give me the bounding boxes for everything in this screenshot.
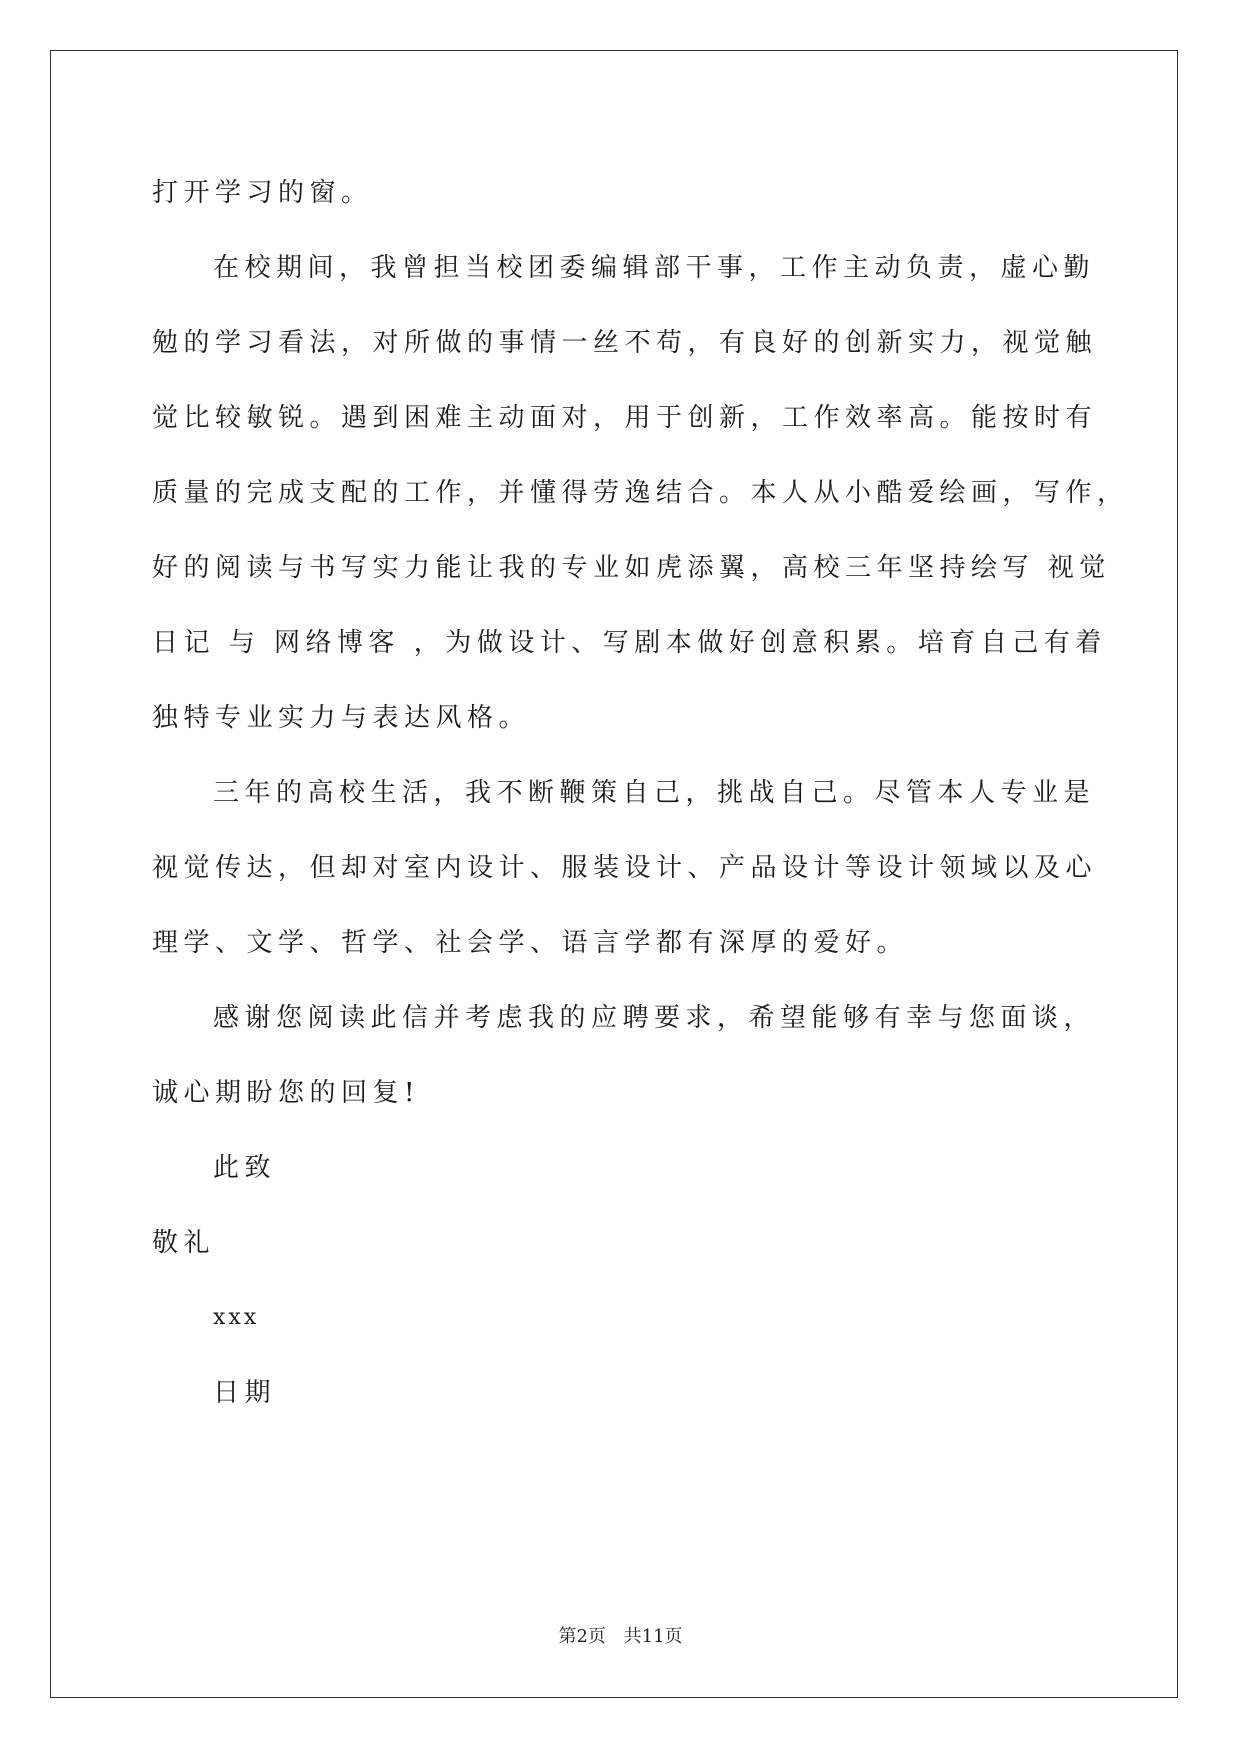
letter-line: 三年的高校生活，我不断鞭策自己，挑战自己。尽管本人专业是 [213, 778, 1096, 808]
page-footer [0, 1622, 1241, 1648]
letter-line: 理学、文学、哲学、社会学、语言学都有深厚的爱好。 [152, 928, 909, 958]
letter-line: 感谢您阅读此信并考虑我的应聘要求，希望能够有幸与您面谈， [213, 1003, 1096, 1033]
page-number: 第2页 [558, 1626, 606, 1647]
letter-line: 在校期间，我曾担当校团委编辑部干事，工作主动负责，虚心勤 [213, 253, 1096, 283]
letter-line: 质量的完成支配的工作，并懂得劳逸结合。本人从小酷爱绘画，写作， [152, 478, 1129, 508]
letter-line: 好的阅读与书写实力能让我的专业如虎添翼，高校三年坚持绘写 视觉 [152, 553, 1111, 583]
letter-line: 视觉传达，但却对室内设计、服装设计、产品设计等设计领域以及心 [152, 853, 1098, 883]
letter-line: 日记 与 网络博客 ，为做设计、写剧本做好创意积累。培育自己有着 [152, 628, 1107, 658]
letter-line: 诚心期盼您的回复! [152, 1078, 420, 1108]
closing-line: 此致 [213, 1153, 277, 1183]
letter-line: 觉比较敏锐。遇到困难主动面对，用于创新，工作效率高。能按时有 [152, 403, 1098, 433]
page-count: 共11页 [623, 1626, 683, 1647]
letter-line: 独特专业实力与表达风格。 [152, 703, 531, 733]
signature-date: 日期 [213, 1378, 277, 1408]
signature-name: xxx [213, 1305, 260, 1330]
letter-line: 打开学习的窗。 [152, 178, 373, 208]
letter-line: 勉的学习看法，对所做的事情一丝不苟，有良好的创新实力，视觉触 [152, 328, 1098, 358]
salutation-line: 敬礼 [152, 1228, 216, 1258]
